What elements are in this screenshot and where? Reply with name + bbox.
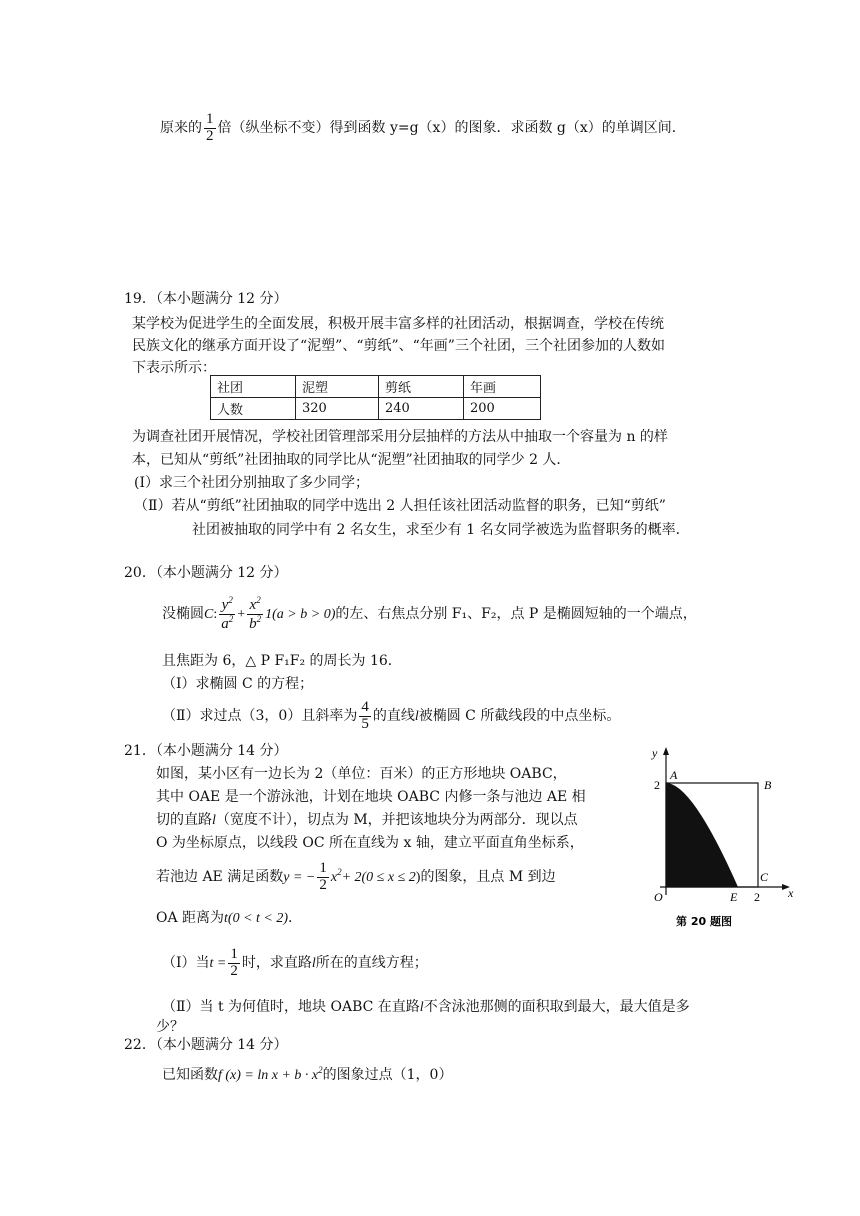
q18-text-before: 原来的 — [160, 120, 202, 136]
label-E: E — [730, 890, 738, 904]
table-cell: 剪纸 — [379, 376, 464, 398]
table-cell: 泥塑 — [296, 376, 379, 398]
q18-tail-line — [160, 108, 686, 148]
q20-line2: 且焦距为 6，△ P F₁F₂ 的周长为 16． — [162, 653, 402, 669]
q21-part2-line1: （Ⅱ）当 t 为何值时，地块 OABC 在直路l不含泳池那侧的面积取到最大，最大值是多 — [162, 999, 690, 1015]
y-axis-arrow — [663, 747, 669, 755]
q20-eq-C: C — [204, 607, 214, 622]
figure-caption: 第 20 题图 — [676, 915, 732, 928]
q20-frac-x2-b2: $\frac{x^2}{b^2}$ — [249, 594, 262, 632]
q19-part1: (Ⅰ）求三个社团分别抽取了多少同学； — [134, 475, 369, 491]
q21-line4: O 为坐标原点，以线段 OC 所在直线为 x 轴，建立平面直角坐标系， — [156, 835, 584, 851]
label-2-y: 2 — [654, 778, 660, 792]
q20-part1: （Ⅰ）求椭圆 C 的方程； — [162, 676, 314, 692]
q22-line: 已知函数f $(x) = \ln x + b \cdot x^2$的图象过点（1，0） — [162, 1065, 453, 1083]
q20-line1-after: 的左、右焦点分别 F₁、F₂，点 P 是椭圆短轴的一个端点， — [335, 606, 697, 622]
club-table — [210, 375, 541, 420]
q21-line3: 切的直路l（宽度不计），切点为 M，并把该地块分为两部分．现以点 — [156, 812, 578, 828]
club-table-header-row — [211, 376, 541, 398]
q20-eq-cond: 1(a > b > 0) — [265, 607, 336, 622]
table-cell: 200 — [464, 398, 541, 420]
club-table-data-row — [211, 398, 541, 420]
pool-region-OAE — [666, 783, 738, 887]
table-cell: 社团 — [211, 376, 296, 398]
q21-t-fraction: $\frac{1}{2}$ — [230, 945, 238, 979]
table-cell: 240 — [379, 398, 464, 420]
label-C: C — [760, 870, 769, 884]
q19-part2-line1: （Ⅱ）若从“剪纸”社团抽取的同学中选出 2 人担任该社团活动监督的职务，已知“剪纸” — [134, 498, 666, 514]
q19-line2: 民族文化的继承方面开设了“泥塑”、“剪纸”、“年画”三个社团，三个社团参加的人数如 — [132, 338, 665, 354]
q19-line3: 下表示所示： — [132, 360, 216, 376]
q20-frac-y2-a2: $\frac{y^2}{a^2}$ — [221, 594, 234, 632]
q20-ellipse-line: 没椭圆C: $\frac{y^2}{a^2}$ + $\frac{x^2}{b^2}$ 1(a > b > 0)的左、右焦点分别 F₁、F₂，点 P 是椭圆短轴的一个端点， — [162, 594, 697, 632]
label-x: x — [788, 886, 794, 900]
q19-line4: 为调查社团开展情况，学校社团管理部采用分层抽样的方法从中抽取一个容量为 n 的样 — [132, 429, 668, 445]
q21-part1: （Ⅰ）当t = $\frac{1}{2}$ 时，求直路l所在的直线方程； — [162, 945, 428, 979]
q18-fraction: $\frac{1}{2}$ — [206, 110, 214, 144]
label-y: y — [652, 746, 658, 760]
table-cell: 人数 — [211, 398, 296, 420]
label-2-x: 2 — [754, 890, 760, 904]
q19-header: 19．（本小题满分 12 分） — [124, 291, 288, 307]
q19-part2-line2: 社团被抽取的同学中有 2 名女生，求至少有 1 名女同学被选为监督职务的概率． — [192, 522, 690, 538]
q21-line6: OA 距离为t(0 < t < 2). — [156, 910, 293, 926]
q19-line1: 某学校为促进学生的全面发展，积极开展丰富多样的社团活动，根据调查，学校在传统 — [132, 316, 664, 332]
label-B: B — [764, 778, 772, 792]
q20-slope-fraction: $\frac{4}{5}$ — [361, 698, 369, 732]
q21-line2: 其中 OAE 是一个游泳池，计划在地块 OABC 内修一条与池边 AE 相 — [156, 789, 586, 805]
q18-text-after: 倍（纵坐标不变）得到函数 y=g（x）的图象．求函数 g（x）的单调区间． — [217, 120, 686, 136]
q21-line1: 如图，某小区有一边长为 2（单位：百米）的正方形地块 OABC， — [156, 766, 567, 782]
q21-header: 21．（本小题满分 14 分） — [124, 743, 288, 759]
q20-part2: （Ⅱ）求过点（3，0）且斜率为 $\frac{4}{5}$ 的直线l被椭圆 C 所截线段的中点坐标。 — [162, 698, 621, 732]
q21-part2-line2: 少？ — [156, 1019, 184, 1035]
q21-line5: 若池边 AE 满足函数y = − $\frac{1}{2}$ $x^2+ 2(0 \le x \le 2)$的图象，且点 M 到边 — [156, 859, 556, 893]
table-cell: 年画 — [464, 376, 541, 398]
q19-line5: 本，已知从“剪纸”社团抽取的同学比从“泥塑”社团抽取的同学少 2 人． — [132, 452, 571, 468]
q21-figure — [630, 745, 800, 935]
q21-half-fraction: $\frac{1}{2}$ — [319, 859, 327, 893]
q20-header: 20．（本小题满分 12 分） — [124, 565, 288, 581]
q22-header: 22．（本小题满分 14 分） — [124, 1037, 288, 1053]
q20-lead: 没椭圆 — [162, 606, 204, 622]
table-cell: 320 — [296, 398, 379, 420]
label-A: A — [670, 768, 678, 782]
label-O: O — [654, 890, 663, 904]
